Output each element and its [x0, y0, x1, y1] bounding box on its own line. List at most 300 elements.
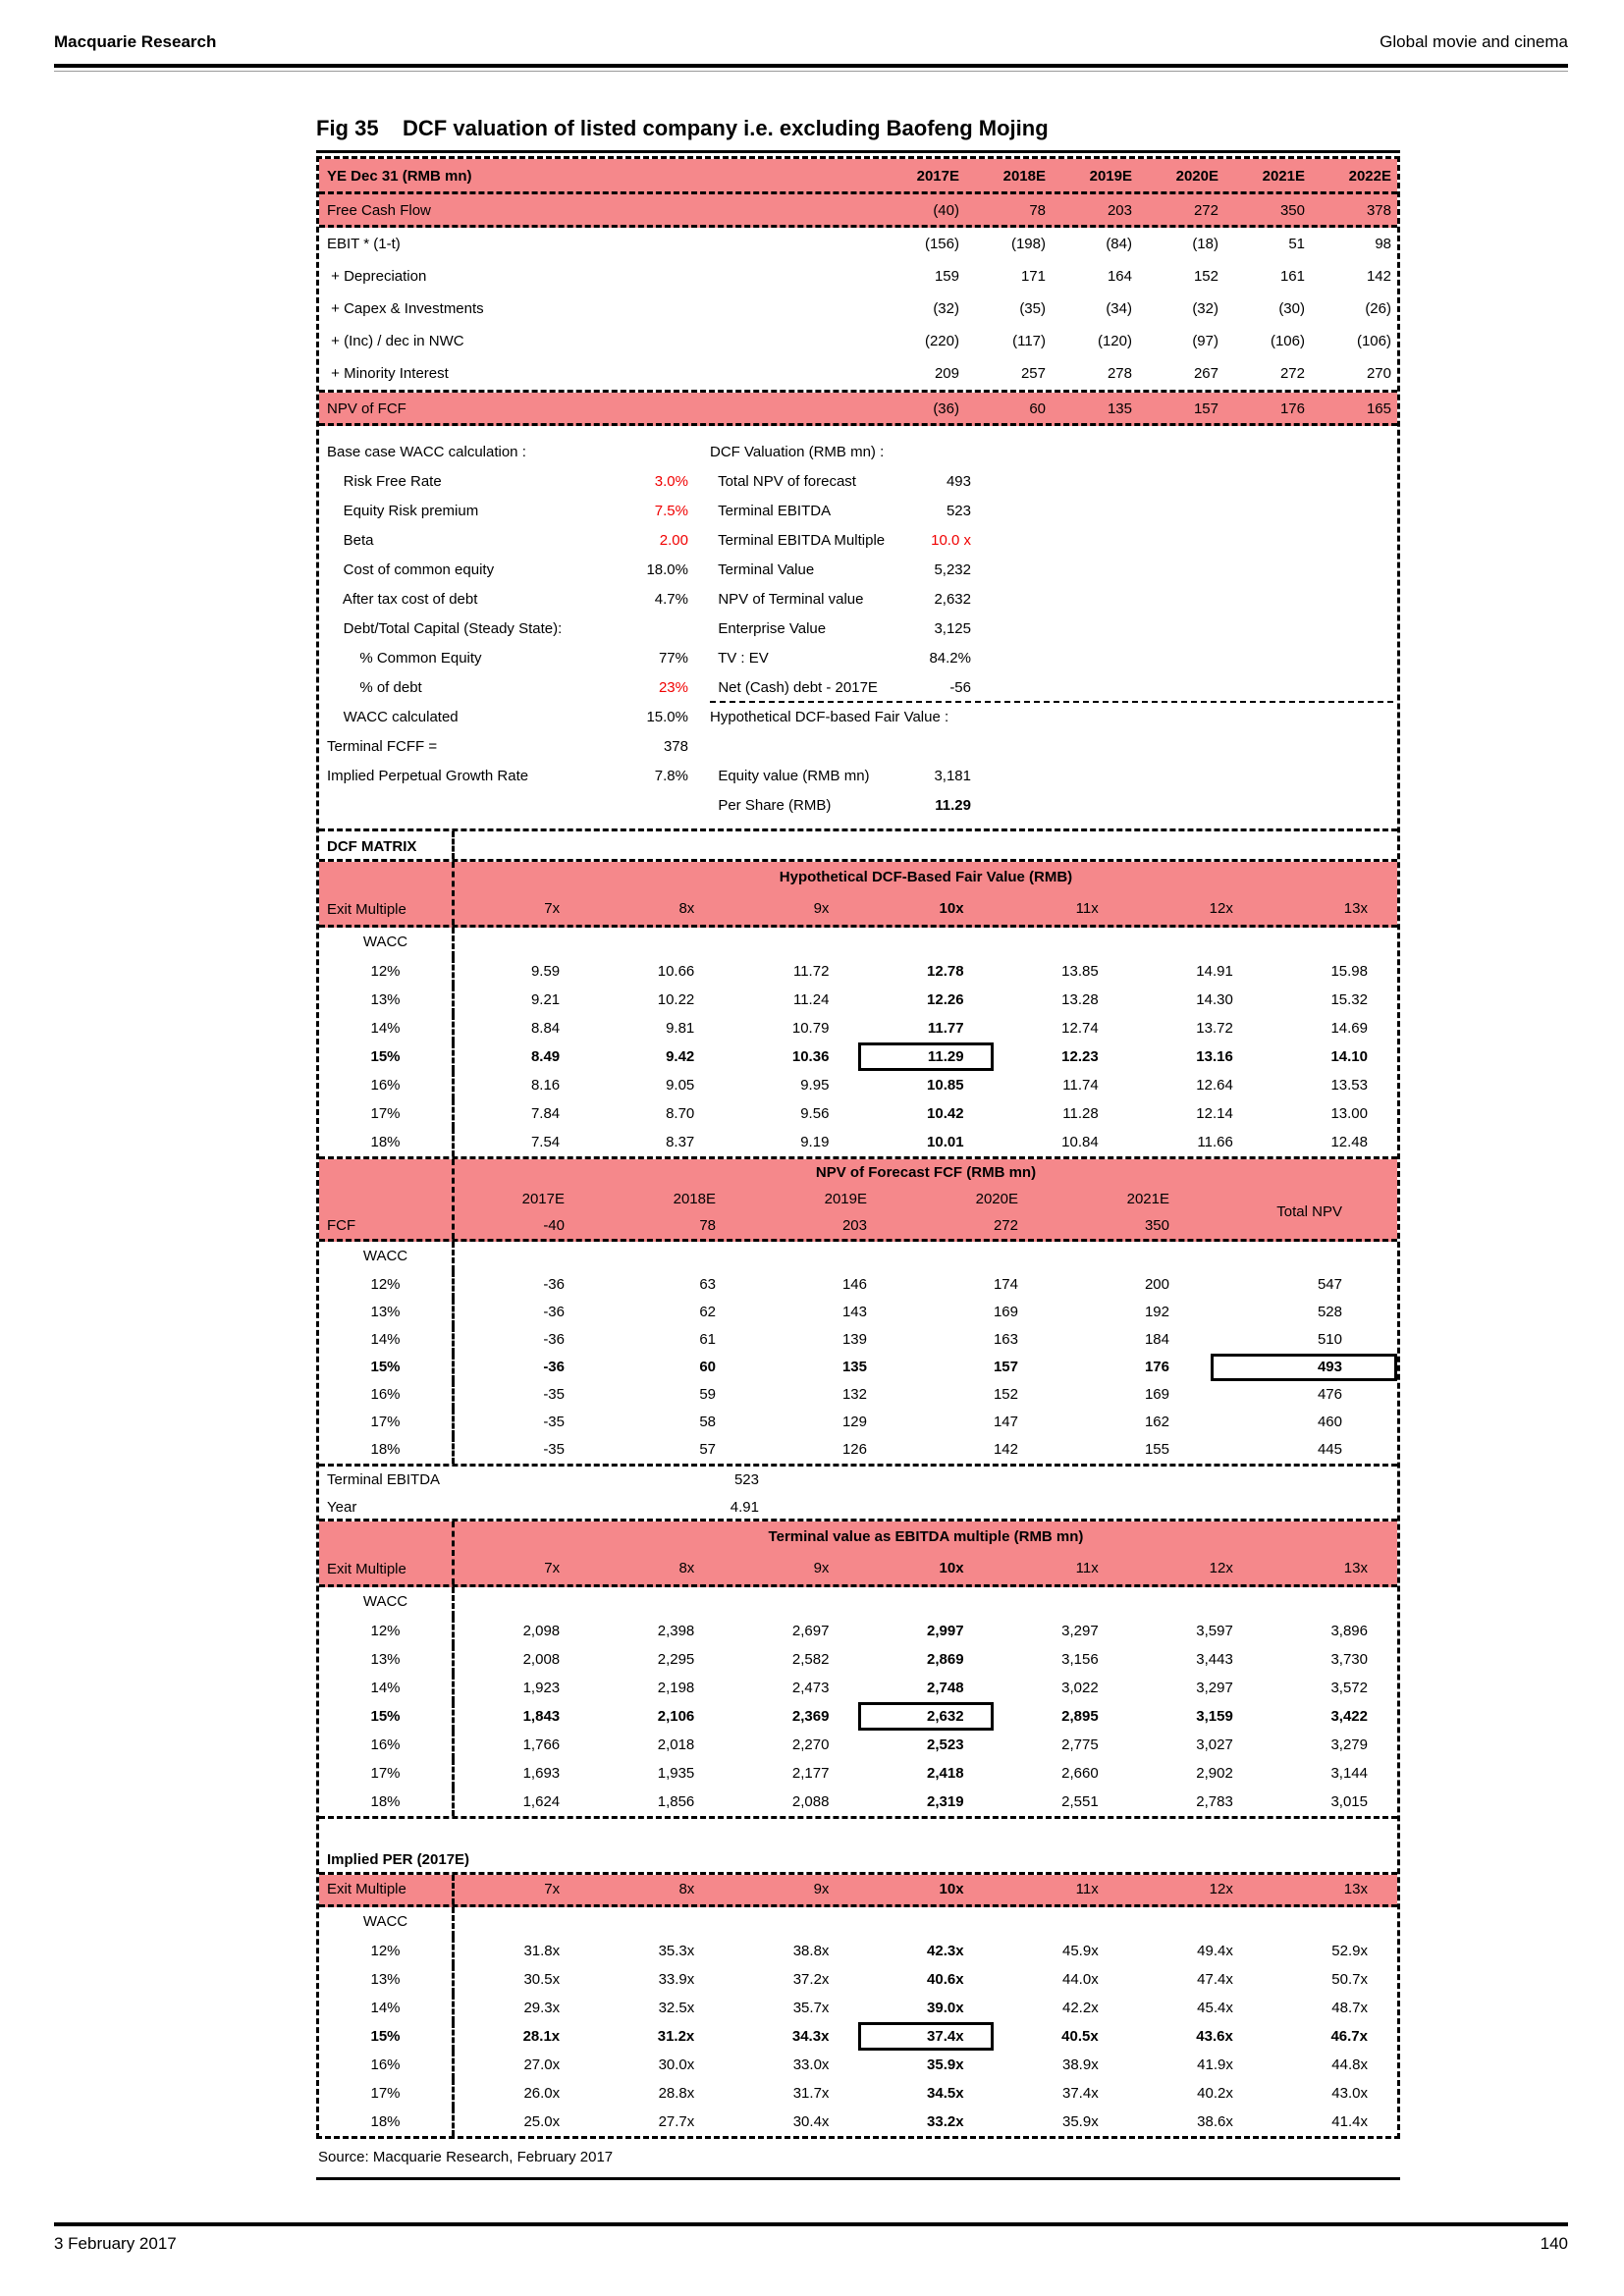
spacer [971, 644, 1393, 673]
table-cell: 209 [934, 365, 959, 382]
wacc-rate-label: 16% [319, 2051, 455, 2079]
spacer [971, 556, 1393, 585]
matrix-fair-value-header [319, 862, 1397, 928]
wacc-section [319, 426, 1397, 831]
wacc-row [319, 791, 1397, 821]
matrix-cell: 44.8x [1331, 2056, 1368, 2073]
npv-of-fcf-row [319, 393, 1397, 426]
matrix-row [319, 1354, 1397, 1381]
wacc-right-value: 493 [946, 473, 971, 490]
multiple-header: 11x [1075, 1560, 1099, 1576]
matrix-cell: 48.7x [1331, 2000, 1368, 2016]
matrix-cell: 2,018 [657, 1736, 695, 1753]
wacc-left-label: Cost of common equity [327, 561, 495, 578]
matrix-row [319, 1965, 1397, 1994]
matrix-header-right [455, 1522, 1397, 1584]
row-label: + Depreciation [327, 268, 427, 285]
matrix-cell: 11.66 [1197, 1134, 1233, 1150]
wacc-right-group [710, 732, 1393, 762]
header-rule [54, 64, 1568, 68]
table-cell: (120) [1097, 333, 1132, 349]
matrix-row [319, 1645, 1397, 1674]
multiple-header: 10x [939, 1560, 964, 1576]
matrix-cell: 2,098 [522, 1623, 561, 1639]
table-cell: 278 [1107, 365, 1132, 382]
matrix-cell: 31.7x [792, 2085, 830, 2102]
matrix-cell: 147 [993, 1414, 1018, 1430]
matrix-cell: 7.54 [530, 1134, 561, 1150]
matrix-cell: 11.28 [1062, 1105, 1099, 1122]
matrix-cell: 2,997 [927, 1623, 964, 1639]
matrix-cell: 3,022 [1061, 1680, 1099, 1696]
matrix-cell: 11.29 [858, 1042, 993, 1071]
wacc-rate-label: 18% [319, 2108, 455, 2136]
wacc-left-value [622, 438, 688, 467]
page-header [54, 32, 1568, 52]
wacc-row [319, 585, 1397, 614]
spacer [971, 526, 1393, 556]
wacc-rate-label: 15% [319, 1042, 455, 1071]
table-cell: 267 [1193, 365, 1218, 382]
multiple-header: 10x [939, 1881, 964, 1897]
table-cell: (35) [1019, 300, 1046, 317]
multiple-header: 7x [544, 900, 561, 917]
matrix-cell: 14.10 [1330, 1048, 1368, 1065]
wacc-left-value: 77% [658, 650, 688, 667]
matrix-cell: 1,923 [522, 1680, 561, 1696]
wacc-left-label: Debt/Total Capital (Steady State): [327, 620, 563, 637]
matrix-cell: 9.42 [666, 1048, 695, 1065]
table-cell: (32) [1192, 300, 1218, 317]
row-value: 4.91 [730, 1499, 759, 1516]
matrix-row [319, 1099, 1397, 1128]
wacc-rate-label: 18% [319, 1128, 455, 1156]
matrix-cell: 14.91 [1196, 963, 1233, 980]
matrix-cell: 46.7x [1330, 2028, 1368, 2045]
year-header: 2021E [1126, 1191, 1169, 1207]
wacc-left-value: 2.00 [659, 532, 688, 549]
table-row [319, 260, 1397, 293]
wacc-row [319, 762, 1397, 791]
matrix-cell: 37.4x [1062, 2085, 1099, 2102]
matrix-row [319, 1326, 1397, 1354]
matrix-row [319, 1731, 1397, 1759]
table-row [319, 357, 1397, 390]
wacc-left-value: 23% [658, 679, 688, 696]
table-cell: 272 [1279, 365, 1305, 382]
matrix-cell: 40.5x [1061, 2028, 1099, 2045]
matrix-cell: 1,766 [522, 1736, 561, 1753]
matrix-cell: 63 [699, 1276, 716, 1293]
spacer [971, 614, 1393, 644]
wacc-right-group [710, 526, 1393, 556]
matrix-cell: 1,856 [657, 1793, 695, 1810]
year-header: 2021E [1262, 168, 1305, 185]
matrix-cell: 13.00 [1330, 1105, 1368, 1122]
fcf-value: 78 [699, 1217, 716, 1234]
wacc-row [319, 673, 1397, 703]
year-header: 2017E [916, 168, 959, 185]
wacc-rate-label: 14% [319, 1014, 455, 1042]
table-cell: (220) [924, 333, 959, 349]
matrix-row [319, 1759, 1397, 1788]
matrix-cell: 42.2x [1062, 2000, 1099, 2016]
wacc-left-label: WACC calculated [327, 709, 459, 725]
wacc-right-group [710, 497, 1393, 526]
matrix-cell: 12.26 [927, 991, 964, 1008]
matrix-cell: 37.2x [792, 1971, 830, 1988]
fcf-value: -40 [543, 1217, 565, 1234]
wacc-right-group [710, 762, 1393, 791]
matrix-cell: 14.69 [1330, 1020, 1368, 1037]
table-cell: (106) [1270, 333, 1305, 349]
source-note: Source: Macquarie Research, February 2017 [318, 2149, 614, 2165]
matrix-cell: 2,295 [657, 1651, 695, 1668]
wacc-column-label: WACC [319, 1587, 455, 1617]
matrix-cell: 3,896 [1330, 1623, 1368, 1639]
wacc-right-value: 3,125 [934, 620, 971, 637]
matrix-cell: 42.3x [927, 1943, 964, 1959]
matrix-row [319, 1994, 1397, 2022]
wacc-rate-label: 18% [319, 1436, 455, 1464]
wacc-row [319, 497, 1397, 526]
table-cell: (97) [1192, 333, 1218, 349]
matrix-header-right [455, 1875, 1397, 1904]
footer-rule [54, 2222, 1568, 2226]
spacer [971, 497, 1393, 526]
table-cell: 152 [1193, 268, 1218, 285]
spacer [455, 831, 1397, 859]
matrix-cell: 8.16 [530, 1077, 561, 1094]
wacc-left-value: 7.5% [654, 503, 688, 519]
matrix-fair-value-rows [319, 957, 1397, 1159]
matrix-cell: -36 [543, 1359, 565, 1375]
wacc-right-label: NPV of Terminal value [710, 591, 864, 608]
matrix-cell: 8.70 [666, 1105, 695, 1122]
matrix-cell: 2,902 [1196, 1765, 1233, 1782]
wacc-right-label: Per Share (RMB) [710, 797, 832, 814]
row-label: + Capex & Investments [327, 300, 484, 317]
matrix-cell: 30.4x [792, 2113, 830, 2130]
matrix-cell: 3,144 [1330, 1765, 1368, 1782]
wacc-left-value: 18.0% [646, 561, 688, 578]
wacc-left-label: Base case WACC calculation : [327, 444, 526, 460]
year-header: 2020E [1175, 168, 1218, 185]
table-cell: (30) [1278, 300, 1305, 317]
matrix-cell: 15.32 [1330, 991, 1368, 1008]
matrix-npv-rows [319, 1271, 1397, 1467]
fcf-body-rows [319, 228, 1397, 393]
total-npv-cell: 460 [1317, 1414, 1342, 1430]
year-header-row [319, 159, 1397, 194]
matrix-cell: 12.78 [927, 963, 964, 980]
wacc-right-label: Total NPV of forecast [710, 473, 856, 490]
matrix-cell: 200 [1144, 1276, 1169, 1293]
matrix-cell: 152 [993, 1386, 1018, 1403]
matrix-row [319, 1271, 1397, 1299]
wacc-left-value: 378 [663, 738, 688, 755]
matrix-cell: 2,270 [791, 1736, 830, 1753]
multiple-header: 12x [1209, 1560, 1233, 1576]
wacc-right-value: 3,181 [934, 768, 971, 784]
row-label: Terminal EBITDA [327, 1471, 441, 1488]
matrix-cell: 13.53 [1330, 1077, 1368, 1094]
table-header-label: YE Dec 31 (RMB mn) [327, 168, 472, 185]
wacc-column-label: WACC [319, 1242, 455, 1271]
matrix-cell: 8.49 [530, 1048, 561, 1065]
matrix-title: Terminal value as EBITDA multiple (RMB mn) [768, 1528, 1084, 1545]
matrix-cell: 11.72 [792, 963, 830, 980]
dcf-matrix-label-row [319, 831, 1397, 862]
spacer [971, 762, 1393, 791]
wacc-left-label: After tax cost of debt [327, 591, 478, 608]
matrix-cell: 57 [699, 1441, 716, 1458]
matrix-cell: 31.2x [657, 2028, 695, 2045]
spacer [971, 673, 1393, 701]
fcf-value: 272 [993, 1217, 1018, 1234]
wacc-rate-label: 13% [319, 1965, 455, 1994]
matrix-cell: 13.72 [1196, 1020, 1233, 1037]
matrix-cell: 28.1x [522, 2028, 561, 2045]
row-label: Year [327, 1499, 357, 1516]
spacer [971, 467, 1393, 497]
matrix-cell: 174 [993, 1276, 1018, 1293]
matrix-cell: 33.0x [792, 2056, 830, 2073]
wacc-right-value: 84.2% [929, 650, 971, 667]
matrix-per-rows [319, 1937, 1397, 2136]
matrix-row [319, 1436, 1397, 1464]
matrix-cell: 28.8x [658, 2085, 695, 2102]
matrix-row [319, 1409, 1397, 1436]
multiple-header: 13x [1343, 1560, 1368, 1576]
row-label: NPV of FCF [327, 400, 406, 417]
matrix-cell: 30.5x [523, 1971, 561, 1988]
matrix-cell: 7.84 [530, 1105, 561, 1122]
matrix-cell: 2,008 [522, 1651, 561, 1668]
wacc-rate-label: 17% [319, 1409, 455, 1436]
spacer [455, 1587, 1397, 1617]
table-cell: 257 [1020, 365, 1046, 382]
wacc-rate-label: 15% [319, 2022, 455, 2051]
wacc-rate-label: 12% [319, 1937, 455, 1965]
matrix-cell: 3,443 [1196, 1651, 1233, 1668]
wacc-right-label [710, 732, 902, 762]
matrix-title: Hypothetical DCF-Based Fair Value (RMB) [779, 869, 1073, 885]
multiple-header: 7x [544, 1560, 561, 1576]
matrix-cell: 184 [1144, 1331, 1169, 1348]
table-row [319, 293, 1397, 325]
matrix-cell: 1,843 [522, 1708, 561, 1725]
matrix-row [319, 1937, 1397, 1965]
table-cell: (117) [1012, 333, 1046, 349]
matrix-cell: 10.79 [791, 1020, 830, 1037]
wacc-right-group [710, 556, 1393, 585]
matrix-cell: 2,783 [1196, 1793, 1233, 1810]
wacc-right-label: TV : EV [710, 650, 769, 667]
wacc-left-label: Equity Risk premium [327, 503, 479, 519]
matrix-cell: 52.9x [1331, 1943, 1368, 1959]
table-cell: 270 [1366, 365, 1391, 382]
matrix-cell: -36 [543, 1276, 565, 1293]
wacc-left-label: Terminal FCFF = [327, 738, 438, 755]
matrix-cell: -36 [543, 1304, 565, 1320]
matrix-cell: 10.22 [657, 991, 695, 1008]
matrix-header-right [455, 862, 1397, 925]
matrix-row [319, 2079, 1397, 2108]
footer-page-number: 140 [1540, 2234, 1568, 2253]
wacc-left-label: Implied Perpetual Growth Rate [327, 768, 529, 784]
matrix-cell: 2,869 [927, 1651, 964, 1668]
wacc-right-value [902, 438, 971, 467]
wacc-rate-label: 12% [319, 1617, 455, 1645]
matrix-cell: 9.19 [800, 1134, 830, 1150]
header-rule-thin [54, 71, 1568, 72]
matrix-row [319, 986, 1397, 1014]
wacc-left-label: Beta [327, 532, 374, 549]
matrix-cell: 157 [993, 1359, 1018, 1375]
matrix-cell: 139 [841, 1331, 867, 1348]
multiple-header: 9x [813, 1881, 830, 1897]
wacc-right-label: Terminal EBITDA [710, 503, 832, 519]
matrix-cell: 11.77 [927, 1020, 964, 1037]
matrix-cell: 13.28 [1061, 991, 1099, 1008]
matrix-cell: 3,597 [1196, 1623, 1233, 1639]
dcf-matrix-label: DCF MATRIX [319, 831, 455, 859]
matrix-cell: 129 [841, 1414, 867, 1430]
matrix-cell: 155 [1144, 1441, 1169, 1458]
matrix-cell: 2,748 [927, 1680, 964, 1696]
table-cell: 350 [1279, 202, 1305, 219]
matrix-cell: 49.4x [1197, 1943, 1233, 1959]
matrix-cell: 35.9x [927, 2056, 964, 2073]
table-cell: (26) [1365, 300, 1391, 317]
wacc-row [319, 526, 1397, 556]
table-cell: 164 [1107, 268, 1132, 285]
matrix-cell: 62 [699, 1304, 716, 1320]
wacc-label-row [319, 1907, 1397, 1937]
multiple-header: 12x [1209, 1881, 1233, 1897]
wacc-right-label: Terminal EBITDA Multiple [710, 532, 886, 549]
multiple-header: 8x [678, 900, 695, 917]
table-row [319, 228, 1397, 260]
wacc-left-value: 4.7% [654, 591, 688, 608]
wacc-left-label: % of debt [327, 679, 422, 696]
multiple-header: 9x [813, 1560, 830, 1576]
matrix-cell: 30.0x [658, 2056, 695, 2073]
table-cell: 142 [1366, 268, 1391, 285]
table-row [319, 325, 1397, 357]
wacc-rate-label: 13% [319, 1299, 455, 1326]
matrix-row [319, 1381, 1397, 1409]
wacc-right-group [710, 703, 1393, 732]
wacc-rate-label: 16% [319, 1731, 455, 1759]
wacc-row [319, 732, 1397, 762]
table-cell: 272 [1193, 202, 1218, 219]
table-cell: 159 [934, 268, 959, 285]
wacc-rate-label: 17% [319, 1099, 455, 1128]
matrix-cell: 2,523 [927, 1736, 964, 1753]
wacc-label-row [319, 1242, 1397, 1271]
matrix-row [319, 1299, 1397, 1326]
matrix-cell: 12.64 [1196, 1077, 1233, 1094]
matrix-cell: 11.24 [792, 991, 830, 1008]
matrix-cell: 9.56 [800, 1105, 830, 1122]
matrix-cell: 142 [993, 1441, 1018, 1458]
matrix-cell: 3,027 [1196, 1736, 1233, 1753]
wacc-rate-label: 15% [319, 1354, 455, 1381]
title-rule [316, 150, 1400, 153]
table-cell: (40) [933, 202, 959, 219]
total-npv-cell: 493 [1211, 1354, 1397, 1381]
row-label: Free Cash Flow [327, 202, 431, 219]
matrix-cell: -35 [543, 1386, 565, 1403]
matrix-cell: 10.01 [927, 1134, 964, 1150]
matrix-cell: 2,775 [1061, 1736, 1099, 1753]
multiple-header: 11x [1075, 1881, 1099, 1897]
wacc-right-value: -56 [949, 679, 971, 696]
matrix-terminal-header [319, 1522, 1397, 1587]
table-cell: (106) [1356, 333, 1391, 349]
matrix-cell: 3,572 [1330, 1680, 1368, 1696]
wacc-rate-label: 13% [319, 1645, 455, 1674]
matrix-cell: 2,319 [927, 1793, 964, 1810]
matrix-cell: 132 [841, 1386, 867, 1403]
matrix-cell: 27.7x [658, 2113, 695, 2130]
total-npv-cell: 445 [1317, 1441, 1342, 1458]
multiples-header [455, 893, 1397, 925]
matrix-cell: 38.9x [1062, 2056, 1099, 2073]
wacc-row [319, 644, 1397, 673]
page-footer [54, 2234, 1568, 2254]
matrix-cell: 2,198 [657, 1680, 695, 1696]
matrix-cell: 2,088 [791, 1793, 830, 1810]
matrix-cell: 9.81 [666, 1020, 695, 1037]
matrix-cell: 192 [1144, 1304, 1169, 1320]
matrix-row [319, 2022, 1397, 2051]
matrix-cell: 9.05 [666, 1077, 695, 1094]
wacc-label-row [319, 928, 1397, 957]
table-cell: 135 [1107, 400, 1132, 417]
table-cell: 161 [1279, 268, 1305, 285]
matrix-cell: 146 [841, 1276, 867, 1293]
matrix-cell: 44.0x [1062, 1971, 1099, 1988]
matrix-cell: 45.4x [1197, 2000, 1233, 2016]
row-label: + Minority Interest [327, 365, 449, 382]
wacc-left-value: 3.0% [654, 473, 688, 490]
matrix-cell: 61 [699, 1331, 716, 1348]
table-cell: (32) [933, 300, 959, 317]
exit-multiple-label: Exit Multiple [319, 1522, 455, 1584]
matrix-cell: 25.0x [523, 2113, 561, 2130]
fcf-value: 203 [841, 1217, 867, 1234]
year-header: 2019E [824, 1191, 867, 1207]
matrix-cell: 38.8x [792, 1943, 830, 1959]
wacc-right-value [902, 703, 971, 732]
matrix-cell: 33.2x [927, 2113, 964, 2130]
matrix-cell: 3,297 [1061, 1623, 1099, 1639]
matrix-cell: 2,551 [1061, 1793, 1099, 1810]
matrix-cell: 163 [993, 1331, 1018, 1348]
matrix-cell: 26.0x [523, 2085, 561, 2102]
matrix-cell: 3,297 [1196, 1680, 1233, 1696]
matrix-row [319, 1617, 1397, 1645]
year-header: 2019E [1089, 168, 1132, 185]
wacc-right-value: 10.0 x [931, 532, 971, 549]
matrix-terminal-rows [319, 1617, 1397, 1819]
table-cell: (84) [1106, 236, 1132, 252]
matrix-cell: 41.4x [1331, 2113, 1368, 2130]
matrix-cell: 38.6x [1197, 2113, 1233, 2130]
